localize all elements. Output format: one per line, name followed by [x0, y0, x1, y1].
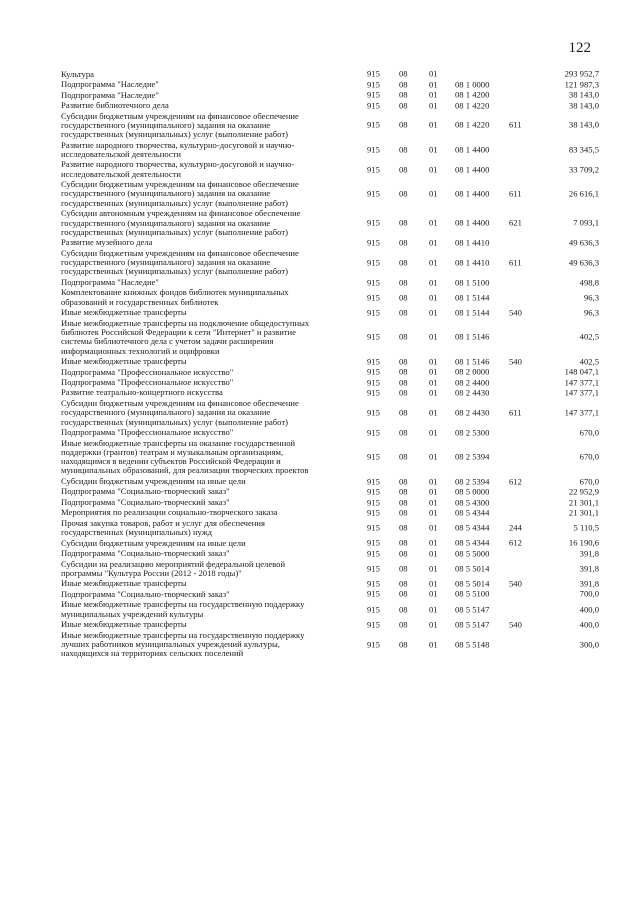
row-section-code: 08: [399, 603, 408, 614]
row-section-code: 08: [399, 366, 408, 377]
row-amount: 400,0: [579, 603, 599, 614]
table-row: [61, 559, 601, 579]
row-expense-type-code: 540: [509, 619, 522, 630]
row-name: Подпрограмма "Социально-творческий заказ": [61, 588, 230, 599]
row-subsection-code: 01: [429, 376, 438, 387]
row-ministry-code: 915: [367, 537, 380, 548]
row-amount: 96,3: [583, 292, 599, 303]
table-row: [61, 398, 601, 427]
row-subsection-code: 01: [429, 237, 438, 248]
table-row: [61, 209, 601, 238]
table-row: [61, 497, 601, 507]
row-subsection-code: 01: [429, 603, 438, 614]
table-row: [61, 180, 601, 209]
row-ministry-code: 915: [367, 366, 380, 377]
row-ministry-code: 915: [367, 331, 380, 342]
row-section-code: 08: [399, 164, 408, 175]
row-section-code: 08: [399, 68, 408, 79]
row-name: Подпрограмма "Наследие": [61, 79, 159, 90]
row-amount: 293 952,7: [564, 68, 599, 79]
row-name: Подпрограмма "Профессиональное искусство": [61, 427, 234, 438]
table-row: [61, 248, 601, 277]
row-subsection-code: 01: [429, 307, 438, 318]
row-section-code: 08: [399, 522, 408, 533]
row-ministry-code: 915: [367, 578, 380, 589]
table-row: [61, 140, 601, 160]
row-expense-type-code: 611: [509, 407, 522, 418]
row-subsection-code: 01: [429, 79, 438, 90]
table-row: [61, 538, 601, 548]
row-name: Развитие народного творчества, культурно-досуговой и научно- исследовательской деятельности: [61, 139, 295, 159]
row-name: Подпрограмма "Социально-творческий заказ": [61, 486, 230, 497]
row-section-code: 08: [399, 638, 408, 649]
row-target-code: 08 1 5144: [455, 292, 490, 303]
row-target-code: 08 2 4430: [455, 387, 490, 398]
row-name: Комплектование книжных фондов библиотек муниципальных образований и государственных библиотек: [61, 287, 289, 307]
row-name: Субсидии бюджетным учреждениям на финансовое обеспечение государственного (муниципального) задания на оказание государственных (муниципальных) услуг (выполнение работ): [61, 110, 299, 140]
row-subsection-code: 01: [429, 619, 438, 630]
row-name: Подпрограмма "Наследие": [61, 276, 159, 287]
row-section-code: 08: [399, 507, 408, 518]
row-section-code: 08: [399, 451, 408, 462]
row-target-code: 08 1 5146: [455, 331, 490, 342]
row-ministry-code: 915: [367, 68, 380, 79]
table-row: [61, 69, 601, 79]
table-row: [61, 111, 601, 140]
row-name: Иные межбюджетные трансферты: [61, 307, 187, 318]
row-target-code: 08 5 5148: [455, 638, 490, 649]
budget-table: [61, 69, 601, 659]
row-section-code: 08: [399, 387, 408, 398]
row-section-code: 08: [399, 619, 408, 630]
row-target-code: 08 5 4300: [455, 496, 490, 507]
table-row: [61, 620, 601, 630]
row-ministry-code: 915: [367, 486, 380, 497]
row-subsection-code: 01: [429, 119, 438, 130]
row-amount: 148 047,1: [564, 366, 599, 377]
row-target-code: 08 2 0000: [455, 366, 490, 377]
row-subsection-code: 01: [429, 407, 438, 418]
table-row: [61, 476, 601, 486]
row-subsection-code: 01: [429, 331, 438, 342]
row-subsection-code: 01: [429, 292, 438, 303]
row-expense-type-code: 540: [509, 578, 522, 589]
row-name: Развитие театрально-концертного искусства: [61, 387, 223, 398]
row-name: Субсидии бюджетным учреждениям на финансовое обеспечение государственного (муниципального) задания на оказание государственных (муниципальных) услуг (выполнение работ): [61, 397, 299, 427]
row-section-code: 08: [399, 89, 408, 100]
row-name: Развитие музейного дела: [61, 237, 153, 248]
row-subsection-code: 01: [429, 356, 438, 367]
row-ministry-code: 915: [367, 603, 380, 614]
row-expense-type-code: 540: [509, 307, 522, 318]
row-amount: 670,0: [579, 451, 599, 462]
row-amount: 391,8: [579, 578, 599, 589]
row-name: Подпрограмма "Профессиональное искусство": [61, 366, 234, 377]
row-ministry-code: 915: [367, 356, 380, 367]
row-name: Иные межбюджетные трансферты: [61, 619, 187, 630]
row-name: Мероприятия по реализации социально-творческого заказа: [61, 507, 278, 518]
row-subsection-code: 01: [429, 276, 438, 287]
row-amount: 700,0: [579, 588, 599, 599]
row-amount: 33 709,2: [568, 164, 599, 175]
row-subsection-code: 01: [429, 522, 438, 533]
row-subsection-code: 01: [429, 537, 438, 548]
row-name: Иные межбюджетные трансферты на государственную поддержку лучших работников муниципальных учреждений культуры, находящихся на территориях сельских поселений: [61, 629, 305, 659]
table-row: [61, 630, 601, 659]
row-subsection-code: 01: [429, 217, 438, 228]
table-row: [61, 487, 601, 497]
row-name: Культура: [61, 68, 94, 79]
row-expense-type-code: 611: [509, 119, 522, 130]
row-ministry-code: 915: [367, 407, 380, 418]
row-section-code: 08: [399, 537, 408, 548]
row-amount: 300,0: [579, 638, 599, 649]
row-target-code: 08 5 5014: [455, 578, 490, 589]
row-ministry-code: 915: [367, 387, 380, 398]
row-ministry-code: 915: [367, 79, 380, 90]
row-subsection-code: 01: [429, 387, 438, 398]
row-expense-type-code: 621: [509, 217, 522, 228]
row-subsection-code: 01: [429, 164, 438, 175]
row-section-code: 08: [399, 331, 408, 342]
row-section-code: 08: [399, 144, 408, 155]
row-ministry-code: 915: [367, 427, 380, 438]
row-section-code: 08: [399, 548, 408, 559]
row-target-code: 08 1 4410: [455, 237, 490, 248]
row-target-code: 08 1 4220: [455, 119, 490, 130]
row-target-code: 08 5 5014: [455, 563, 490, 574]
row-subsection-code: 01: [429, 548, 438, 559]
row-section-code: 08: [399, 119, 408, 130]
row-section-code: 08: [399, 188, 408, 199]
row-target-code: 08 5 0000: [455, 486, 490, 497]
row-name: Иные межбюджетные трансферты на подключение общедоступных библиотек Российской Федерации к сети "Интернет" и развитие системы библиотечного дела с учетом задачи расширения информационных технологий и оцифровки: [61, 317, 310, 356]
table-row: [61, 377, 601, 387]
row-amount: 16 190,6: [568, 537, 599, 548]
row-ministry-code: 915: [367, 217, 380, 228]
row-subsection-code: 01: [429, 496, 438, 507]
row-amount: 38 143,0: [568, 119, 599, 130]
table-row: [61, 549, 601, 559]
row-subsection-code: 01: [429, 563, 438, 574]
row-amount: 147 377,1: [564, 376, 599, 387]
row-ministry-code: 915: [367, 619, 380, 630]
row-subsection-code: 01: [429, 366, 438, 377]
row-name: Развитие народного творчества, культурно-досуговой и научно- исследовательской деятельности: [61, 159, 295, 179]
row-target-code: 08 1 5100: [455, 276, 490, 287]
row-amount: 402,5: [579, 331, 599, 342]
row-subsection-code: 01: [429, 638, 438, 649]
row-ministry-code: 915: [367, 475, 380, 486]
row-name: Подпрограмма "Социально-творческий заказ": [61, 548, 230, 559]
row-expense-type-code: 612: [509, 475, 522, 486]
row-ministry-code: 915: [367, 522, 380, 533]
row-section-code: 08: [399, 307, 408, 318]
row-amount: 38 143,0: [568, 89, 599, 100]
row-ministry-code: 915: [367, 89, 380, 100]
table-row: [61, 308, 601, 318]
row-target-code: 08 5 4344: [455, 507, 490, 518]
table-row: [61, 438, 601, 476]
table-row: [61, 367, 601, 377]
row-target-code: 08 1 5146: [455, 356, 490, 367]
row-amount: 121 987,3: [564, 79, 599, 90]
row-amount: 670,0: [579, 427, 599, 438]
row-ministry-code: 915: [367, 100, 380, 111]
row-ministry-code: 915: [367, 376, 380, 387]
row-amount: 49 636,3: [568, 257, 599, 268]
row-name: Субсидии на реализацию мероприятий федеральной целевой программы "Культура России (2012 - 2018 годы)": [61, 558, 286, 578]
row-ministry-code: 915: [367, 237, 380, 248]
row-ministry-code: 915: [367, 164, 380, 175]
row-target-code: 08 1 4400: [455, 217, 490, 228]
row-name: Иные межбюджетные трансферты на государственную поддержку муниципальных учреждений культуры: [61, 599, 305, 619]
row-name: Иные межбюджетные трансферты на оказание государственной поддержки (грантов) театрам и музыкальным организациям, находящимся в ведении субъектов Российской Федерации и муниципальных образований, для реализации творческих проектов: [61, 437, 309, 476]
table-row: [61, 508, 601, 518]
row-target-code: 08 5 5147: [455, 603, 490, 614]
row-subsection-code: 01: [429, 89, 438, 100]
row-section-code: 08: [399, 356, 408, 367]
row-subsection-code: 01: [429, 475, 438, 486]
row-subsection-code: 01: [429, 451, 438, 462]
row-amount: 7 093,1: [573, 217, 599, 228]
table-row: [61, 288, 601, 308]
row-target-code: 08 2 5394: [455, 475, 490, 486]
row-target-code: 08 2 4400: [455, 376, 490, 387]
row-ministry-code: 915: [367, 507, 380, 518]
row-amount: 498,8: [579, 276, 599, 287]
row-name: Подпрограмма "Наследие": [61, 89, 159, 100]
row-amount: 21 301,1: [568, 496, 599, 507]
row-ministry-code: 915: [367, 563, 380, 574]
table-row: [61, 356, 601, 366]
row-name: Развитие библиотечного дела: [61, 100, 169, 111]
row-subsection-code: 01: [429, 588, 438, 599]
table-row: [61, 579, 601, 589]
table-row: [61, 160, 601, 180]
row-amount: 83 345,5: [568, 144, 599, 155]
row-amount: 391,8: [579, 548, 599, 559]
row-target-code: 08 1 4400: [455, 188, 490, 199]
row-amount: 147 377,1: [564, 407, 599, 418]
row-amount: 21 301,1: [568, 507, 599, 518]
row-name: Субсидии автономным учреждениям на финансовое обеспечение государственного (муниципального) задания на оказание государственных (муниципальных) услуг (выполнение работ): [61, 208, 301, 237]
row-amount: 147 377,1: [564, 387, 599, 398]
row-section-code: 08: [399, 376, 408, 387]
row-amount: 26 616,1: [568, 188, 599, 199]
row-target-code: 08 2 5300: [455, 427, 490, 438]
row-ministry-code: 915: [367, 188, 380, 199]
row-section-code: 08: [399, 475, 408, 486]
row-amount: 391,8: [579, 563, 599, 574]
row-ministry-code: 915: [367, 119, 380, 130]
row-target-code: 08 5 4344: [455, 522, 490, 533]
row-target-code: 08 5 4344: [455, 537, 490, 548]
row-amount: 49 636,3: [568, 237, 599, 248]
row-amount: 38 143,0: [568, 100, 599, 111]
row-subsection-code: 01: [429, 100, 438, 111]
row-ministry-code: 915: [367, 257, 380, 268]
row-section-code: 08: [399, 496, 408, 507]
table-row: [61, 277, 601, 287]
row-section-code: 08: [399, 276, 408, 287]
row-section-code: 08: [399, 237, 408, 248]
table-row: [61, 318, 601, 356]
row-section-code: 08: [399, 578, 408, 589]
row-section-code: 08: [399, 588, 408, 599]
table-row: [61, 600, 601, 620]
row-target-code: 08 5 5100: [455, 588, 490, 599]
row-ministry-code: 915: [367, 292, 380, 303]
table-row: [61, 427, 601, 437]
table-row: [61, 388, 601, 398]
row-name: Субсидии бюджетным учреждениям на финансовое обеспечение государственного (муниципального) задания на оказание государственных (муниципальных) услуг (выполнение работ): [61, 179, 299, 208]
row-subsection-code: 01: [429, 578, 438, 589]
row-amount: 400,0: [579, 619, 599, 630]
row-ministry-code: 915: [367, 588, 380, 599]
row-target-code: 08 1 4200: [455, 89, 490, 100]
row-target-code: 08 5 5147: [455, 619, 490, 630]
row-ministry-code: 915: [367, 307, 380, 318]
row-ministry-code: 915: [367, 496, 380, 507]
table-row: [61, 589, 601, 599]
row-amount: 402,5: [579, 356, 599, 367]
row-subsection-code: 01: [429, 144, 438, 155]
row-subsection-code: 01: [429, 427, 438, 438]
row-target-code: 08 2 4430: [455, 407, 490, 418]
row-ministry-code: 915: [367, 451, 380, 462]
row-amount: 5 110,5: [573, 522, 599, 533]
row-section-code: 08: [399, 292, 408, 303]
row-name: Подпрограмма "Профессиональное искусство": [61, 376, 234, 387]
row-target-code: 08 1 4400: [455, 164, 490, 175]
row-expense-type-code: 611: [509, 257, 522, 268]
row-amount: 670,0: [579, 475, 599, 486]
row-subsection-code: 01: [429, 188, 438, 199]
table-row: [61, 90, 601, 100]
table-row: [61, 100, 601, 110]
row-name: Прочая закупка товаров, работ и услуг для обеспечения государственных (муниципальных) нужд: [61, 517, 265, 538]
table-row: [61, 238, 601, 248]
row-section-code: 08: [399, 217, 408, 228]
row-section-code: 08: [399, 486, 408, 497]
row-ministry-code: 915: [367, 144, 380, 155]
row-name: Иные межбюджетные трансферты: [61, 578, 187, 589]
row-section-code: 08: [399, 407, 408, 418]
row-target-code: 08 1 4400: [455, 144, 490, 155]
row-amount: 96,3: [583, 307, 599, 318]
row-expense-type-code: 611: [509, 188, 522, 199]
row-expense-type-code: 540: [509, 356, 522, 367]
row-subsection-code: 01: [429, 68, 438, 79]
row-ministry-code: 915: [367, 548, 380, 559]
row-expense-type-code: 612: [509, 537, 522, 548]
row-section-code: 08: [399, 427, 408, 438]
row-name: Подпрограмма "Социально-творческий заказ": [61, 496, 230, 507]
row-expense-type-code: 244: [509, 522, 522, 533]
row-name: Субсидии бюджетным учреждениям на иные цели: [61, 475, 246, 486]
row-subsection-code: 01: [429, 486, 438, 497]
row-target-code: 08 1 0000: [455, 79, 490, 90]
row-section-code: 08: [399, 100, 408, 111]
row-section-code: 08: [399, 257, 408, 268]
row-section-code: 08: [399, 563, 408, 574]
row-subsection-code: 01: [429, 257, 438, 268]
row-name: Субсидии бюджетным учреждениям на иные цели: [61, 537, 246, 548]
row-subsection-code: 01: [429, 507, 438, 518]
table-row: [61, 79, 601, 89]
row-section-code: 08: [399, 79, 408, 90]
row-name: Иные межбюджетные трансферты: [61, 356, 187, 367]
page-number: 122: [568, 40, 591, 56]
row-target-code: 08 5 5000: [455, 548, 490, 559]
row-target-code: 08 2 5394: [455, 451, 490, 462]
row-target-code: 08 1 4410: [455, 257, 490, 268]
row-name: Субсидии бюджетным учреждениям на финансовое обеспечение государственного (муниципального) задания на оказание государственных (муниципальных) услуг (выполнение работ): [61, 247, 299, 277]
row-target-code: 08 1 5144: [455, 307, 490, 318]
table-row: [61, 518, 601, 538]
row-amount: 22 952,9: [568, 486, 599, 497]
row-ministry-code: 915: [367, 638, 380, 649]
row-ministry-code: 915: [367, 276, 380, 287]
row-target-code: 08 1 4220: [455, 100, 490, 111]
